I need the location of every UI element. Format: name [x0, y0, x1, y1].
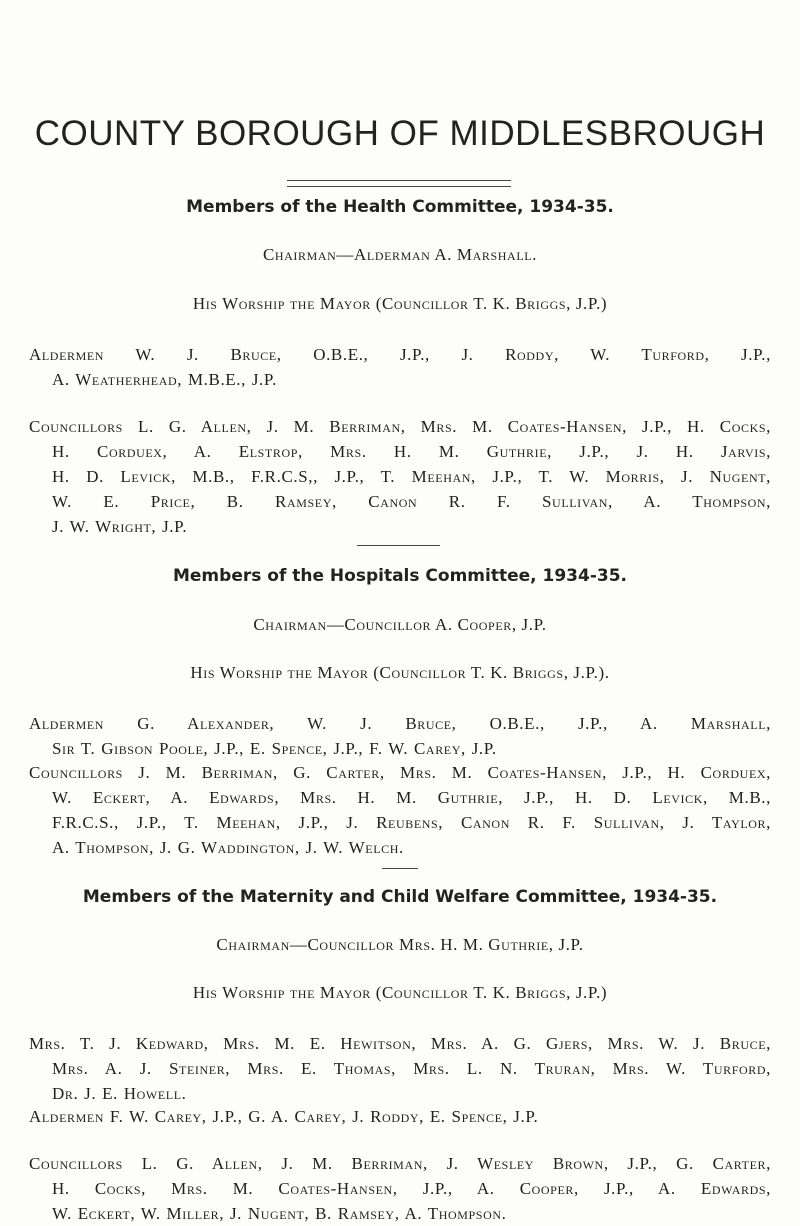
- health-committee-aldermen: [29, 342, 771, 392]
- paragraph-line: Mrs. T. J. Kedward, Mrs. M. E. Hewitson, Mrs. A. G. Gjers, Mrs. W. J. Bruce,: [29, 1034, 771, 1053]
- paragraph-line: Councillors L. G. Allen, J. M. Berriman, Mrs. M. Coates-Hansen, J.P., H. Cocks,: [29, 417, 771, 436]
- hospitals-committee-heading: Members of the Hospitals Committee, 1934-35.: [172, 566, 628, 586]
- page-title: COUNTY BOROUGH OF MIDDLESBROUGH: [34, 114, 766, 153]
- paragraph-line: Mrs. A. J. Steiner, Mrs. E. Thomas, Mrs. L. N. Truran, Mrs. W. Turford,: [52, 1059, 771, 1078]
- paragraph-line: Aldermen G. Alexander, W. J. Bruce, O.B.E., J.P., A. Marshall,: [29, 714, 771, 733]
- maternity-committee-heading: Members of the Maternity and Child Welfare Committee, 1934-35.: [82, 887, 718, 907]
- paragraph-line: A. Weatherhead, M.B.E., J.P.: [52, 370, 277, 389]
- paragraph-line: Sir T. Gibson Poole, J.P., E. Spence, J.P., F. W. Carey, J.P.: [52, 739, 497, 758]
- section-divider: [357, 545, 440, 546]
- hospitals-committee-councillors: [29, 760, 771, 860]
- maternity-committee-chairman: Chairman—Councillor Mrs. H. M. Guthrie, J.P.: [216, 935, 584, 954]
- maternity-committee-mayor: His Worship the Mayor (Councillor T. K. Briggs, J.P.): [192, 983, 608, 1002]
- health-committee-chairman: Chairman—Alderman A. Marshall.: [262, 245, 538, 264]
- hospitals-committee-mayor: His Worship the Mayor (Councillor T. K. Briggs, J.P.).: [190, 663, 610, 682]
- paragraph-line: Councillors J. M. Berriman, G. Carter, Mrs. M. Coates-Hansen, J.P., H. Corduex,: [29, 763, 771, 782]
- paragraph-line: Aldermen W. J. Bruce, O.B.E., J.P., J. Roddy, W. Turford, J.P.,: [29, 345, 771, 364]
- paragraph-line: W. Eckert, A. Edwards, Mrs. H. M. Guthrie, J.P., H. D. Levick, M.B.,: [52, 788, 771, 807]
- paragraph-line: H. Cocks, Mrs. M. Coates-Hansen, J.P., A. Cooper, J.P., A. Edwards,: [52, 1179, 771, 1198]
- paragraph-line: Aldermen F. W. Carey, J.P., G. A. Carey, J. Roddy, E. Spence, J.P.: [29, 1107, 539, 1126]
- health-committee-councillors: [29, 414, 771, 539]
- health-committee-heading: Members of the Health Committee, 1934-35.: [186, 197, 614, 217]
- section-divider: [382, 868, 418, 869]
- paragraph-line: J. W. Wright, J.P.: [52, 517, 188, 536]
- paragraph-line: Councillors L. G. Allen, J. M. Berriman, J. Wesley Brown, J.P., G. Carter,: [29, 1154, 771, 1173]
- health-committee-mayor: His Worship the Mayor (Councillor T. K. Briggs, J.P.): [192, 294, 608, 313]
- paragraph-line: Dr. J. E. Howell.: [52, 1084, 187, 1103]
- paragraph-line: W. Eckert, W. Miller, J. Nugent, B. Ramsey, A. Thompson.: [52, 1204, 507, 1223]
- paragraph-line: A. Thompson, J. G. Waddington, J. W. Welch.: [52, 838, 404, 857]
- maternity-committee-women-members: [29, 1031, 771, 1106]
- title-double-rule: [287, 180, 511, 187]
- maternity-committee-aldermen: [29, 1104, 771, 1129]
- paragraph-line: W. E. Price, B. Ramsey, Canon R. F. Sullivan, A. Thompson,: [52, 492, 771, 511]
- paragraph-line: F.R.C.S., J.P., T. Meehan, J.P., J. Reubens, Canon R. F. Sullivan, J. Taylor,: [52, 813, 771, 832]
- hospitals-committee-chairman: Chairman—Councillor A. Cooper, J.P.: [253, 615, 547, 634]
- paragraph-line: H. D. Levick, M.B., F.R.C.S,, J.P., T. Meehan, J.P., T. W. Morris, J. Nugent,: [52, 467, 771, 486]
- hospitals-committee-aldermen: [29, 711, 771, 761]
- maternity-committee-councillors: [29, 1151, 771, 1226]
- paragraph-line: H. Corduex, A. Elstrop, Mrs. H. M. Guthrie, J.P., J. H. Jarvis,: [52, 442, 771, 461]
